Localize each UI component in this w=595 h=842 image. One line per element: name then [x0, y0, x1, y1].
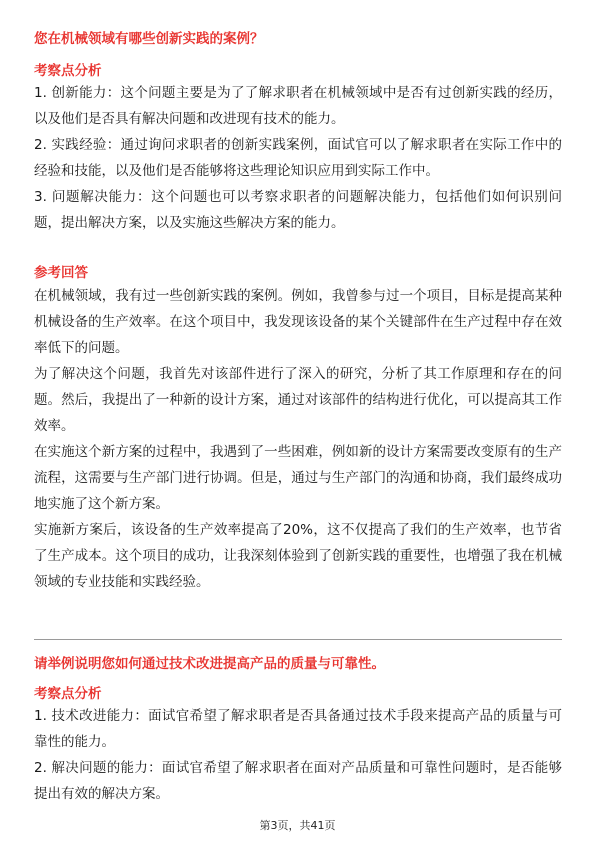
analysis-list — [34, 80, 562, 236]
page-number: 第3页，共41页 — [259, 819, 336, 832]
section-divider — [34, 639, 562, 640]
analysis-item: 1. 技术改进能力：面试官希望了解求职者是否具备通过技术手段来提高产品的质量与可靠性的能力。 — [34, 708, 562, 750]
analysis-item: 3. 问题解决能力：这个问题也可以考察求职者的问题解决能力，包括他们如何识别问题，提出解决方案，以及实施这些解决方案的能力。 — [34, 189, 562, 231]
answer-paragraph: 在机械领域，我有过一些创新实践的案例。例如，我曾参与过一个项目，目标是提高某种机械设备的生产效率。在这个项目中，我发现该设备的某个关键部件在生产过程中存在效率低下的问题。 — [34, 288, 562, 356]
answer-paragraph: 为了解决这个问题，我首先对该部件进行了深入的研究，分析了其工作原理和存在的问题。然后，我提出了一种新的设计方案，通过对该部件的结构进行优化，可以提高其工作效率。 — [34, 366, 562, 434]
analysis-list — [34, 703, 562, 807]
analysis-item: 2. 解决问题的能力：面试官希望了解求职者在面对产品质量和可靠性问题时，是否能够提出有效的解决方案。 — [34, 760, 562, 802]
question-title: 您在机械领域有哪些创新实践的案例？ — [34, 31, 264, 47]
analysis-heading: 考察点分析 — [34, 63, 102, 79]
answer-paragraph: 在实施这个新方案的过程中，我遇到了一些困难，例如新的设计方案需要改变原有的生产流程，这需要与生产部门进行协调。但是，通过与生产部门的沟通和协商，我们最终成功地实施了这个新方案。 — [34, 444, 562, 512]
answer-heading: 参考回答 — [34, 265, 88, 281]
analysis-item: 1. 创新能力：这个问题主要是为了了解求职者在机械领域中是否有过创新实践的经历，以及他们是否具有解决问题和改进现有技术的能力。 — [34, 85, 562, 127]
answer-body — [34, 283, 562, 595]
question-title: 请举例说明您如何通过技术改进提高产品的质量与可靠性。 — [34, 656, 385, 672]
answer-paragraph: 实施新方案后，该设备的生产效率提高了20%，这不仅提高了我们的生产效率，也节省了生产成本。这个项目的成功，让我深刻体验到了创新实践的重要性，也增强了我在机械领域的专业技能和实践经验。 — [34, 522, 562, 590]
analysis-item: 2. 实践经验：通过询问求职者的创新实践案例，面试官可以了解求职者在实际工作中的经验和技能，以及他们是否能够将这些理论知识应用到实际工作中。 — [34, 137, 562, 179]
analysis-heading: 考察点分析 — [34, 686, 102, 702]
